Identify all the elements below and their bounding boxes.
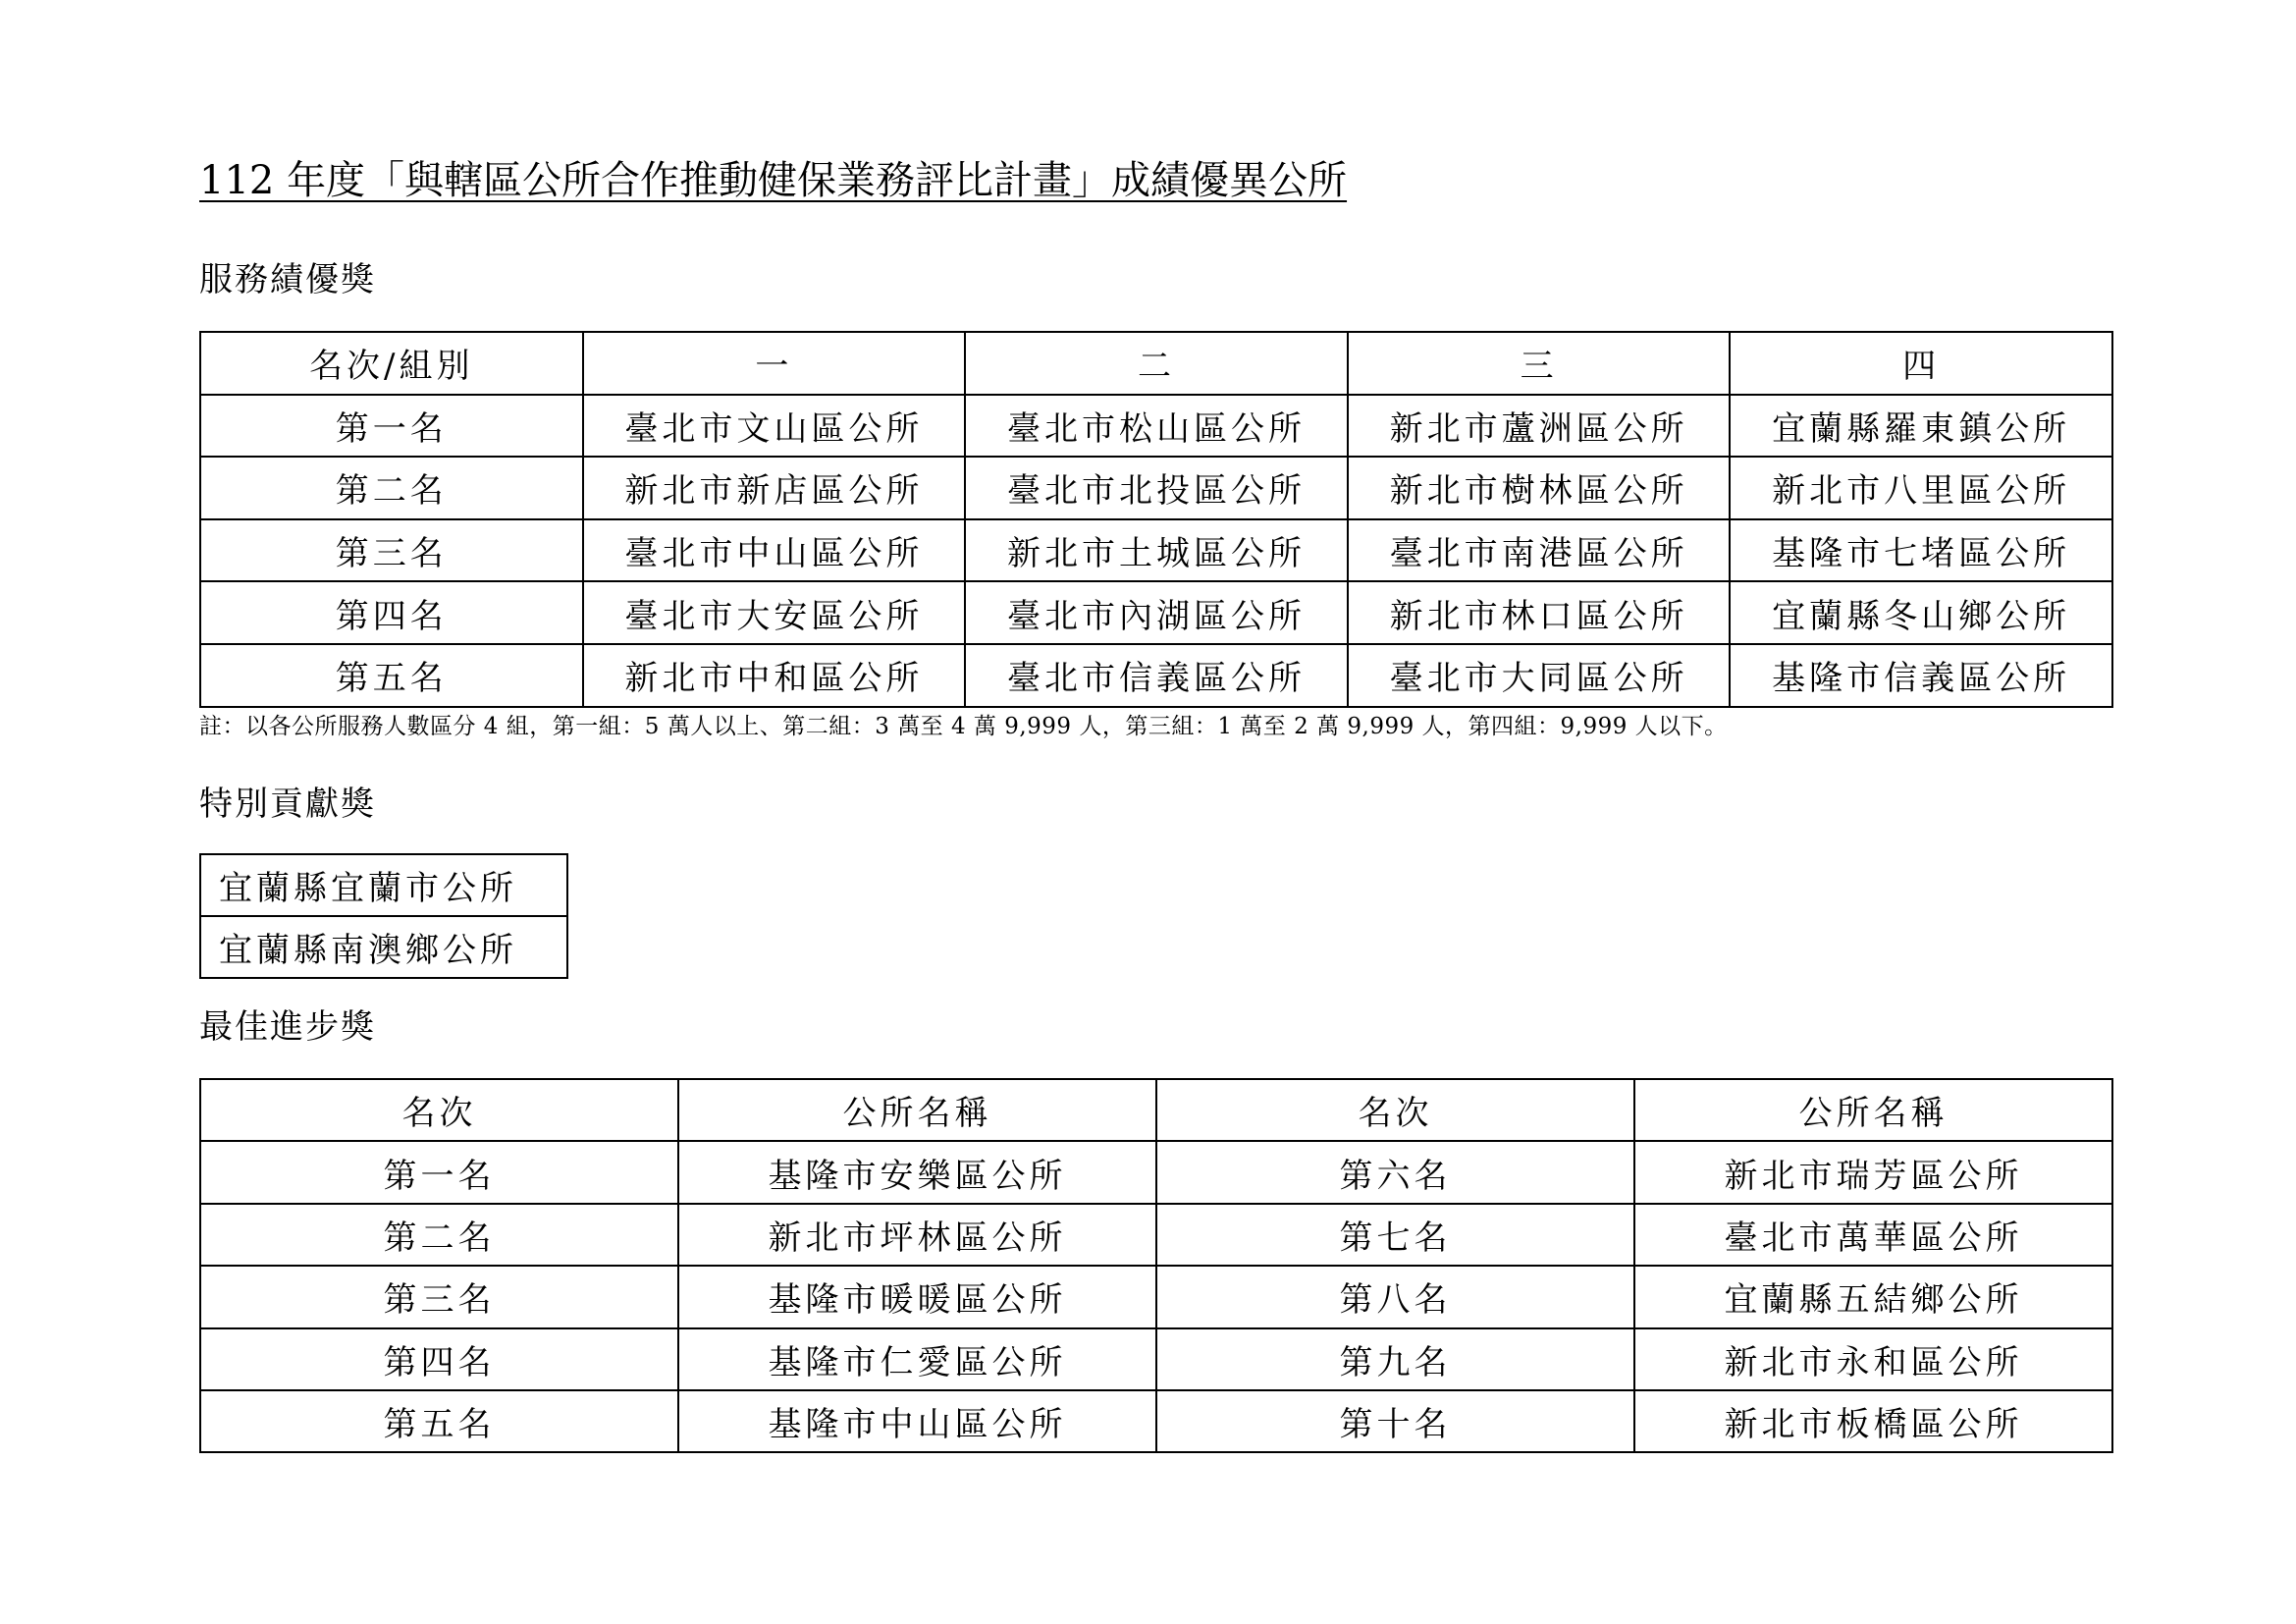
progress-award-heading: 最佳進步獎	[199, 1007, 376, 1047]
rank-cell: 第四名	[200, 1328, 678, 1390]
office-cell: 臺北市內湖區公所	[965, 581, 1348, 644]
office-cell: 臺北市松山區公所	[965, 395, 1348, 458]
office-cell: 臺北市北投區公所	[965, 457, 1348, 519]
office-cell: 新北市瑞芳區公所	[1634, 1141, 2112, 1203]
table-row	[200, 1266, 2112, 1327]
table-row	[200, 581, 2112, 644]
office-cell: 基隆市暖暖區公所	[678, 1266, 1156, 1327]
table-row	[200, 1141, 2112, 1203]
rank-cell: 第一名	[200, 395, 583, 458]
header-cell: 三	[1348, 332, 1731, 395]
special-award-table	[199, 853, 568, 979]
table-row	[200, 519, 2112, 582]
office-cell: 宜蘭縣冬山鄉公所	[1730, 581, 2112, 644]
office-cell: 宜蘭縣羅東鎮公所	[1730, 395, 2112, 458]
table-row	[200, 1390, 2112, 1452]
table-row	[200, 644, 2112, 707]
office-cell: 新北市中和區公所	[583, 644, 966, 707]
office-cell: 宜蘭縣南澳鄉公所	[200, 916, 567, 978]
rank-cell: 第五名	[200, 644, 583, 707]
rank-cell: 第三名	[200, 1266, 678, 1327]
header-cell: 名次/組別	[200, 332, 583, 395]
rank-cell: 第二名	[200, 457, 583, 519]
office-cell: 臺北市南港區公所	[1348, 519, 1731, 582]
office-cell: 臺北市大安區公所	[583, 581, 966, 644]
table-row	[200, 854, 567, 916]
table-row	[200, 1328, 2112, 1390]
office-cell: 新北市永和區公所	[1634, 1328, 2112, 1390]
rank-cell: 第九名	[1156, 1328, 1634, 1390]
header-cell: 公所名稱	[1634, 1079, 2112, 1141]
page-title: 112 年度「與轄區公所合作推動健保業務評比計畫」成績優異公所	[199, 158, 1348, 203]
rank-cell: 第八名	[1156, 1266, 1634, 1327]
office-cell: 新北市八里區公所	[1730, 457, 2112, 519]
office-cell: 新北市板橋區公所	[1634, 1390, 2112, 1452]
office-cell: 臺北市中山區公所	[583, 519, 966, 582]
rank-cell: 第四名	[200, 581, 583, 644]
office-cell: 臺北市萬華區公所	[1634, 1204, 2112, 1266]
office-cell: 基隆市中山區公所	[678, 1390, 1156, 1452]
table-header-row	[200, 332, 2112, 395]
header-cell: 一	[583, 332, 966, 395]
office-cell: 宜蘭縣五結鄉公所	[1634, 1266, 2112, 1327]
office-cell: 新北市林口區公所	[1348, 581, 1731, 644]
office-cell: 宜蘭縣宜蘭市公所	[200, 854, 567, 916]
progress-award-table	[199, 1078, 2113, 1453]
office-cell: 新北市土城區公所	[965, 519, 1348, 582]
rank-cell: 第七名	[1156, 1204, 1634, 1266]
header-cell: 名次	[200, 1079, 678, 1141]
office-cell: 臺北市信義區公所	[965, 644, 1348, 707]
office-cell: 臺北市文山區公所	[583, 395, 966, 458]
header-cell: 二	[965, 332, 1348, 395]
office-cell: 新北市新店區公所	[583, 457, 966, 519]
table-header-row	[200, 1079, 2112, 1141]
service-award-note: 註：以各公所服務人數區分 4 組，第一組：5 萬人以上、第二組：3 萬至 4 萬 9,999 人，第三組：1 萬至 2 萬 9,999 人，第四組：9,999 人以下。	[199, 714, 1728, 739]
header-cell: 公所名稱	[678, 1079, 1156, 1141]
office-cell: 臺北市大同區公所	[1348, 644, 1731, 707]
office-cell: 新北市樹林區公所	[1348, 457, 1731, 519]
service-award-heading: 服務績優獎	[199, 260, 376, 299]
service-award-table	[199, 331, 2113, 708]
rank-cell: 第十名	[1156, 1390, 1634, 1452]
special-award-heading: 特別貢獻獎	[199, 785, 376, 824]
office-cell: 基隆市信義區公所	[1730, 644, 2112, 707]
table-row	[200, 1204, 2112, 1266]
office-cell: 新北市蘆洲區公所	[1348, 395, 1731, 458]
header-cell: 四	[1730, 332, 2112, 395]
rank-cell: 第二名	[200, 1204, 678, 1266]
office-cell: 基隆市安樂區公所	[678, 1141, 1156, 1203]
rank-cell: 第一名	[200, 1141, 678, 1203]
rank-cell: 第六名	[1156, 1141, 1634, 1203]
office-cell: 新北市坪林區公所	[678, 1204, 1156, 1266]
rank-cell: 第三名	[200, 519, 583, 582]
table-row	[200, 457, 2112, 519]
rank-cell: 第五名	[200, 1390, 678, 1452]
header-cell: 名次	[1156, 1079, 1634, 1141]
table-row	[200, 395, 2112, 458]
office-cell: 基隆市七堵區公所	[1730, 519, 2112, 582]
office-cell: 基隆市仁愛區公所	[678, 1328, 1156, 1390]
table-row	[200, 916, 567, 978]
